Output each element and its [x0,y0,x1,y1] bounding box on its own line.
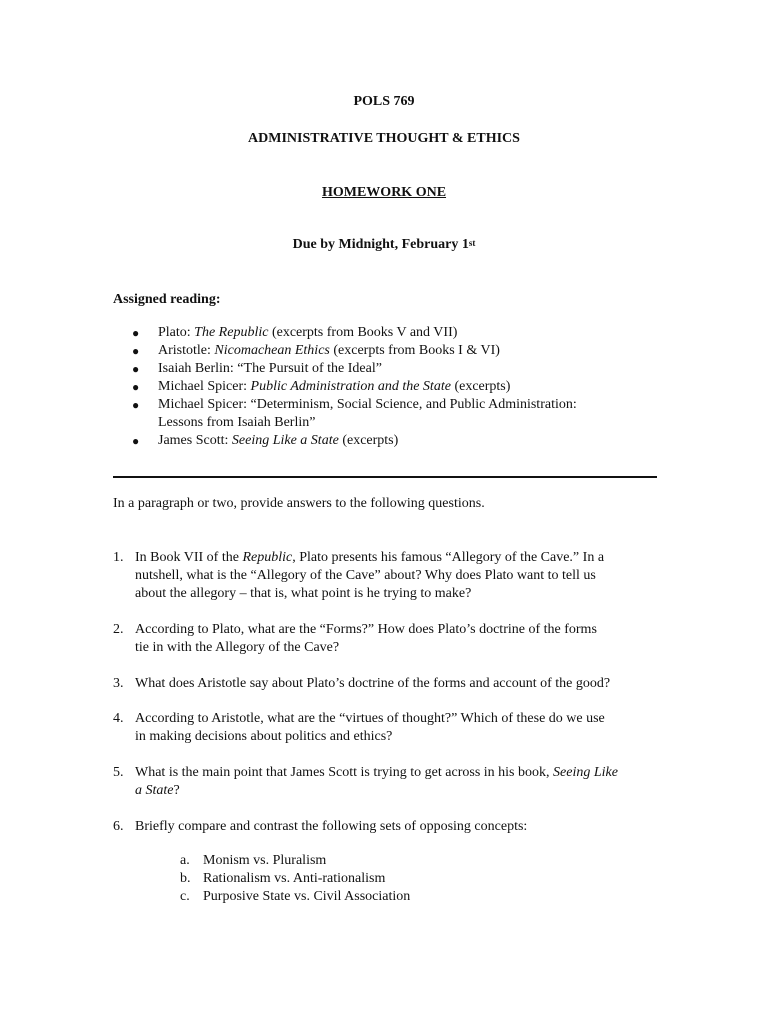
reading-author: Isaiah Berlin: “The Pursuit of the Ideal” [158,361,382,376]
question-number: 1. [113,550,124,565]
bullet-icon: ● [132,380,140,394]
assigned-reading-heading: Assigned reading: [113,292,221,307]
concept-item [180,852,580,870]
question-italic: Seeing Like [553,765,618,780]
reading-item [113,342,673,360]
question-italic: Republic [242,550,293,565]
question-text: What is the main point that James Scott is trying to get across in his book, [135,765,554,780]
concept-text: Monism vs. Pluralism [203,853,327,868]
reading-work-title: Seeing Like a State [231,433,339,448]
concept-text: Rationalism vs. Anti-rationalism [203,871,386,886]
reading-item [113,378,673,396]
reading-author: Michael Spicer: “Determinism, Social Science, and Public Administration: [158,397,577,412]
reading-note: (excerpts from Books I & VI) [329,343,500,358]
reading-author: Aristotle: [158,343,215,358]
concept-letter: a. [180,853,190,868]
concept-letter: b. [180,871,191,886]
question-text: , Plato presents his famous “Allegory of the Cave.” In a [292,550,605,565]
reading-author: James Scott: [158,433,232,448]
reading-item [113,360,673,378]
concept-item [180,870,580,888]
due-date [0,236,768,254]
question-text: In Book VII of the [135,550,243,565]
question-text: ? [173,783,180,798]
reading-author: Plato: [158,325,195,340]
reading-item [113,432,673,450]
question-italic: a State [135,783,174,798]
course-number: POLS 769 [353,94,415,109]
assignment-title: HOMEWORK ONE [321,185,447,200]
question-number: 6. [113,819,124,834]
due-date-suffix: st [468,238,476,248]
reading-item [113,396,673,432]
question-text: What does Aristotle say about Plato’s doctrine of the forms and account of the good? [135,676,611,691]
question-5 [113,764,673,800]
bullet-icon: ● [132,434,140,448]
reading-work-title: Public Administration and the State [250,379,451,394]
assignment-title-wrap [0,184,768,202]
bullet-icon: ● [132,362,140,376]
bullet-icon: ● [132,344,140,358]
reading-list [113,324,673,450]
question-number: 2. [113,622,124,637]
concept-list [180,852,580,906]
question-text: According to Plato, what are the “Forms?” How does Plato’s doctrine of the forms [135,622,597,637]
question-3 [113,675,673,693]
reading-author: Michael Spicer: [158,379,251,394]
bullet-icon: ● [132,326,140,340]
reading-work-title: The Republic [194,325,269,340]
question-text: about the allegory – that is, what point is he trying to make? [135,586,472,601]
due-date-text: Due by Midnight, February 1 [292,237,469,252]
question-text: According to Aristotle, what are the “virtues of thought?” Which of these do we use [135,711,605,726]
question-1 [113,549,673,603]
course-title: ADMINISTRATIVE THOUGHT & ETHICS [248,131,520,146]
reading-note: (excerpts) [450,379,511,394]
reading-work-title: Nicomachean Ethics [214,343,330,358]
question-6 [113,818,673,836]
question-number: 3. [113,676,124,691]
question-text: in making decisions about politics and ethics? [135,729,393,744]
question-number: 4. [113,711,124,726]
concept-letter: c. [180,889,190,904]
reading-note: (excerpts from Books V and VII) [268,325,458,340]
reading-item [113,324,673,342]
question-4 [113,710,673,746]
instructions: In a paragraph or two, provide answers to the following questions. [113,496,485,511]
reading-note: (excerpts) [338,433,399,448]
question-text: Briefly compare and contrast the following sets of opposing concepts: [135,819,528,834]
question-text: tie in with the Allegory of the Cave? [135,640,340,655]
concept-item [180,888,580,906]
question-number: 5. [113,765,124,780]
question-text: nutshell, what is the “Allegory of the Cave” about? Why does Plato want to tell us [135,568,596,583]
reading-title-continued: Lessons from Isaiah Berlin” [158,415,316,430]
bullet-icon: ● [132,398,140,412]
horizontal-divider [113,476,657,478]
concept-text: Purposive State vs. Civil Association [203,889,411,904]
question-2 [113,621,673,657]
